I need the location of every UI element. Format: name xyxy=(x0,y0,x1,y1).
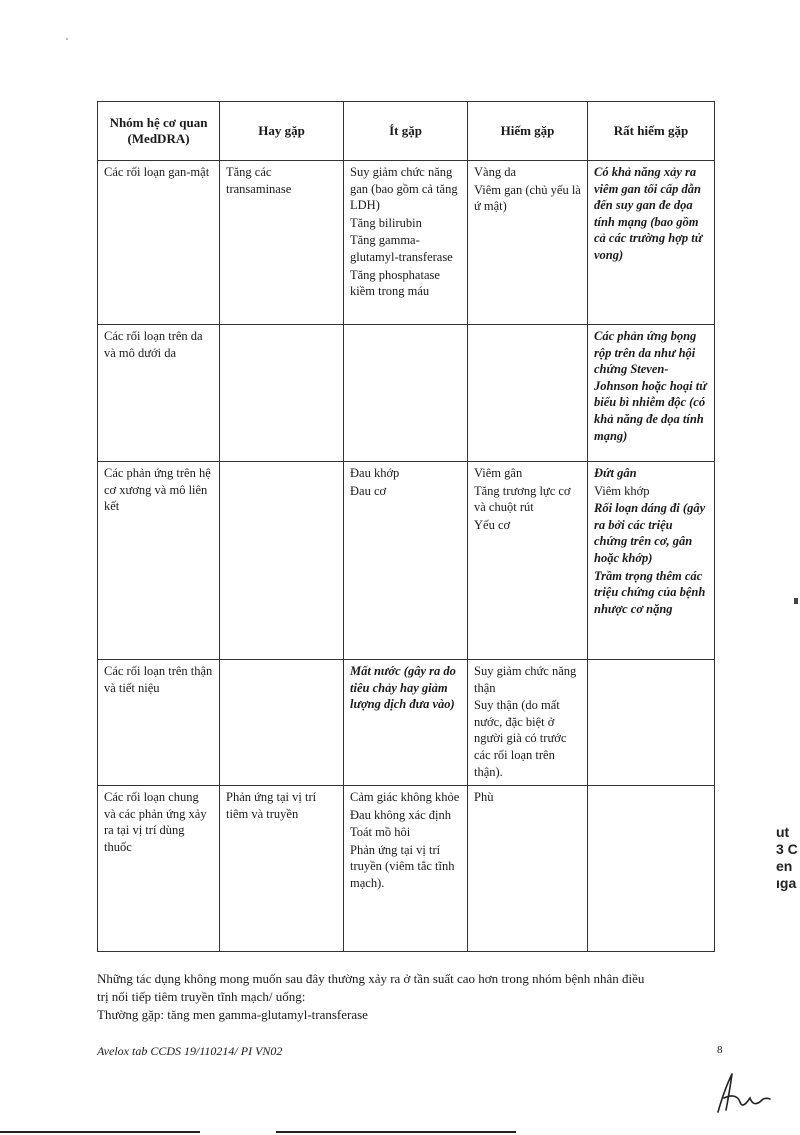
rare-cell xyxy=(468,786,588,952)
document-code: Avelox tab CCDS 19/110214/ PI VN02 xyxy=(97,1044,283,1058)
bleed-line: 3 C xyxy=(776,841,798,857)
bleed-line: ıga xyxy=(776,875,797,891)
very-rare-cell xyxy=(588,660,715,786)
organ-label: Các rối loạn trên thận và tiết niệu xyxy=(104,664,213,695)
organ-label: Các rối loạn trên da và mô dưới da xyxy=(104,329,203,360)
very-rare-cell xyxy=(588,161,715,325)
effect-item: Mất nước (gây ra do tiêu chảy hay giảm lượng dịch đưa vào) xyxy=(350,664,456,712)
header-organ-class: Nhóm hệ cơ quan (MedDRA) xyxy=(98,102,220,161)
effect-item: Vàng da xyxy=(474,165,516,179)
effect-item: Các phản ứng bọng rộp trên da như hội chứng Steven-Johnson hoặc hoại tử biểu bì nhiễm độc (có khả năng đe dọa tính mạng) xyxy=(594,329,707,443)
table-header-row xyxy=(98,102,715,161)
effect-item: Đứt gân xyxy=(594,466,637,480)
effect-item: Yếu cơ xyxy=(474,517,511,532)
organ-cell xyxy=(98,462,220,660)
header-very-rare: Rất hiếm gặp xyxy=(588,102,715,161)
organ-cell xyxy=(98,325,220,462)
organ-label: Các rối loạn chung và các phản ứng xảy ra tại vị trí dùng thuốc xyxy=(104,790,207,854)
effect-item: Tăng bilirubin xyxy=(350,215,422,230)
effect-item: Đau khớp xyxy=(350,466,400,480)
common-cell xyxy=(220,161,344,325)
rare-cell xyxy=(468,161,588,325)
uncommon-cell xyxy=(344,660,468,786)
bleed-line: ut xyxy=(776,824,790,840)
uncommon-cell xyxy=(344,786,468,952)
effect-item: Phù xyxy=(474,790,494,804)
effect-item: Suy giảm chức năng thận xyxy=(474,664,577,695)
table-row xyxy=(98,660,715,786)
effect-item: Rối loạn dáng đi (gây ra bởi các triệu chứng trên cơ, gân hoặc khớp) xyxy=(594,501,706,565)
note-line: Thường gặp: tăng men gamma-glutamyl-transferase xyxy=(97,1007,368,1022)
effect-item: Viêm khớp xyxy=(594,483,650,498)
uncommon-cell xyxy=(344,161,468,325)
effect-item: Suy giảm chức năng gan (bao gồm cả tăng LDH) xyxy=(350,165,458,213)
effect-item: Đau không xác định xyxy=(350,807,452,822)
rare-cell xyxy=(468,660,588,786)
scan-speck xyxy=(66,38,68,40)
organ-cell xyxy=(98,786,220,952)
organ-cell xyxy=(98,660,220,786)
effect-item: Tăng trương lực cơ và chuột rút xyxy=(474,483,571,515)
effect-item: Viêm gan (chủ yếu là ứ mật) xyxy=(474,182,581,214)
common-cell xyxy=(220,325,344,462)
uncommon-cell xyxy=(344,462,468,660)
common-cell xyxy=(220,462,344,660)
effect-item: Có khả năng xảy ra viêm gan tối cấp dẫn đến suy gan đe dọa tính mạng (bao gồm cả các trường hợp tử vong) xyxy=(594,165,703,262)
effect-item: Đau cơ xyxy=(350,483,387,498)
header-common: Hay gặp xyxy=(220,102,344,161)
rare-cell xyxy=(468,325,588,462)
bottom-edge-line xyxy=(0,1131,200,1133)
table-row xyxy=(98,462,715,660)
scan-speck xyxy=(794,598,798,604)
note-line: Những tác dụng không mong muốn sau đây thường xảy ra ở tần suất cao hơn trong nhóm bệnh nhân điều xyxy=(97,971,645,986)
very-rare-cell xyxy=(588,462,715,660)
organ-label: Các phản ứng trên hệ cơ xương và mô liên kết xyxy=(104,466,211,514)
adverse-effects-table xyxy=(97,101,715,952)
table-row xyxy=(98,325,715,462)
signature-mark xyxy=(712,1068,772,1118)
bottom-edge-line xyxy=(276,1131,516,1133)
very-rare-cell xyxy=(588,786,715,952)
page-number: 8 xyxy=(717,1044,723,1056)
common-cell xyxy=(220,786,344,952)
effect-item: Suy thận (do mất nước, đặc biệt ở người già có trước các rối loạn trên thận). xyxy=(474,698,567,779)
header-uncommon: Ít gặp xyxy=(344,102,468,161)
common-cell xyxy=(220,660,344,786)
organ-cell xyxy=(98,161,220,325)
effect-item: Toát mồ hôi xyxy=(350,825,411,840)
effect-item: Tăng gamma-glutamyl-transferase xyxy=(350,233,453,264)
header-rare: Hiếm gặp xyxy=(468,102,588,161)
note-line: trị nối tiếp tiêm truyền tĩnh mạch/ uống: xyxy=(97,989,306,1004)
effect-item: Phản ứng tại vị trí truyền (viêm tắc tĩnh mạch). xyxy=(350,842,455,890)
table-row xyxy=(98,786,715,952)
organ-label: Các rối loạn gan-mật xyxy=(104,165,210,179)
bleed-through-text xyxy=(776,824,798,892)
effect-item: Viêm gân xyxy=(474,466,523,480)
effect-item: Trầm trọng thêm các triệu chứng của bệnh nhược cơ nặng xyxy=(594,568,706,616)
effect-item: Cảm giác không khỏe xyxy=(350,790,460,804)
effect-item: Tăng phosphatase kiềm trong máu xyxy=(350,267,440,299)
effect-item: Phản ứng tại vị trí tiêm và truyền xyxy=(226,790,317,821)
very-rare-cell xyxy=(588,325,715,462)
table-row xyxy=(98,161,715,325)
uncommon-cell xyxy=(344,325,468,462)
bleed-line: en xyxy=(776,858,793,874)
effect-item: Tăng các transaminase xyxy=(226,165,292,196)
rare-cell xyxy=(468,462,588,660)
